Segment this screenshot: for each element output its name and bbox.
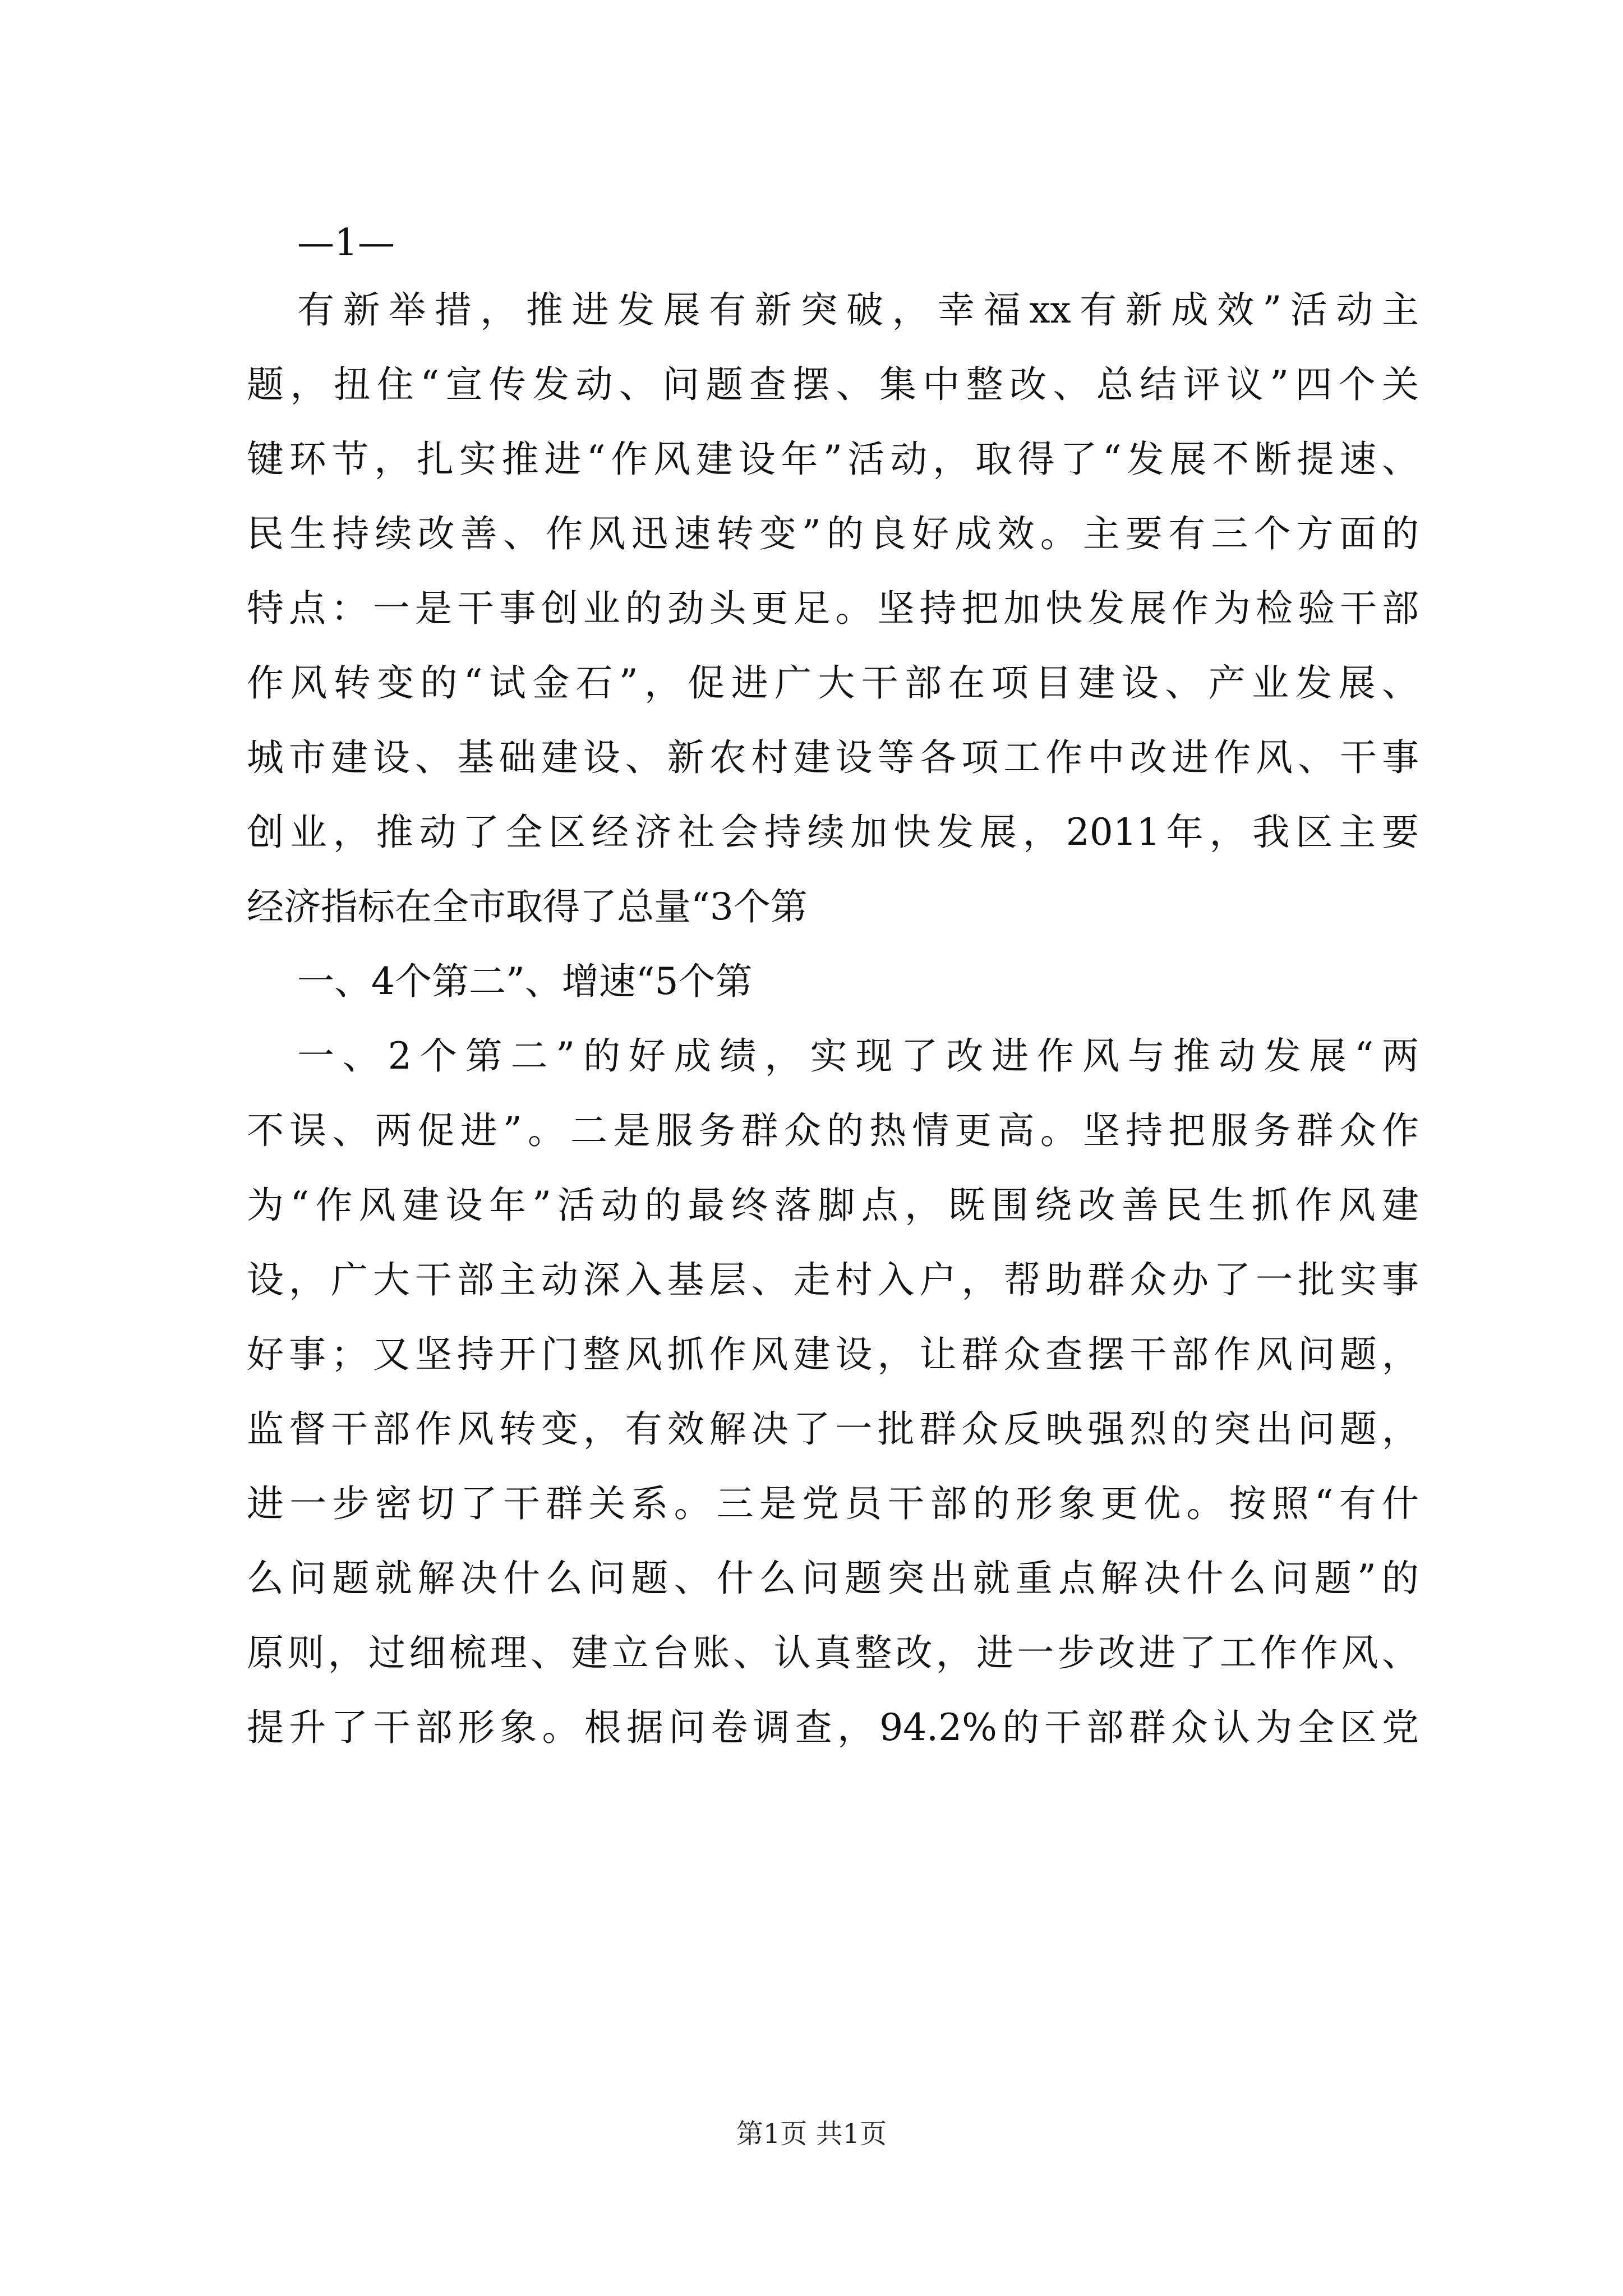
text-line: 一、4个第二”、增速“5个第 xyxy=(297,960,753,1003)
text-line: 提升了干部形象。根据问卷调查，94.2%的干部群众认为全区党 xyxy=(247,1706,1419,1749)
text-line: 为“作风建设年”活动的最终落脚点，既围绕改善民生抓作风建 xyxy=(247,1184,1419,1227)
text-line: 城市建设、基础建设、新农村建设等各项工作中改进作风、干事 xyxy=(247,736,1419,779)
page-footer: 第1页 共1页 xyxy=(736,2118,887,2150)
text-line: 好事；又坚持开门整风抓作风建设，让群众查摆干部作风问题， xyxy=(247,1333,1419,1376)
text-line: 作风转变的“试金石”，促进广大干部在项目建设、产业发展、 xyxy=(247,661,1419,705)
text-line: 民生持续改善、作风迅速转变”的良好成效。主要有三个方面的 xyxy=(247,512,1419,555)
text-line: 么问题就解决什么问题、什么问题突出就重点解决什么问题”的 xyxy=(247,1557,1419,1600)
text-line: 经济指标在全市取得了总量“3个第 xyxy=(247,885,808,928)
text-line: 创业，推动了全区经济社会持续加快发展，2011年，我区主要 xyxy=(247,811,1419,854)
text-line: 原则，过细梳理、建立台账、认真整改，进一步改进了工作作风、 xyxy=(247,1631,1419,1674)
text-line: 题，扭住“宣传发动、问题查摆、集中整改、总结评议”四个关 xyxy=(247,363,1419,406)
text-line: 键环节，扎实推进“作风建设年”活动，取得了“发展不断提速、 xyxy=(247,438,1419,481)
text-line: 特点：一是干事创业的劲头更足。坚持把加快发展作为检验干部 xyxy=(247,587,1419,630)
text-line: 一、2个第二”的好成绩，实现了改进作风与推动发展“两 xyxy=(297,1034,1419,1078)
text-line: 进一步密切了干群关系。三是党员干部的形象更优。按照“有什 xyxy=(247,1482,1419,1525)
text-line: 监督干部作风转变，有效解决了一批群众反映强烈的突出问题， xyxy=(247,1407,1419,1451)
text-line: 设，广大干部主动深入基层、走村入户，帮助群众办了一批实事 xyxy=(247,1258,1419,1301)
text-line: 有新举措，推进发展有新突破，幸福xx有新成效”活动主 xyxy=(297,288,1419,332)
page-marker: —1— xyxy=(297,221,395,264)
text-line: 不误、两促进”。二是服务群众的热情更高。坚持把服务群众作 xyxy=(247,1109,1419,1152)
